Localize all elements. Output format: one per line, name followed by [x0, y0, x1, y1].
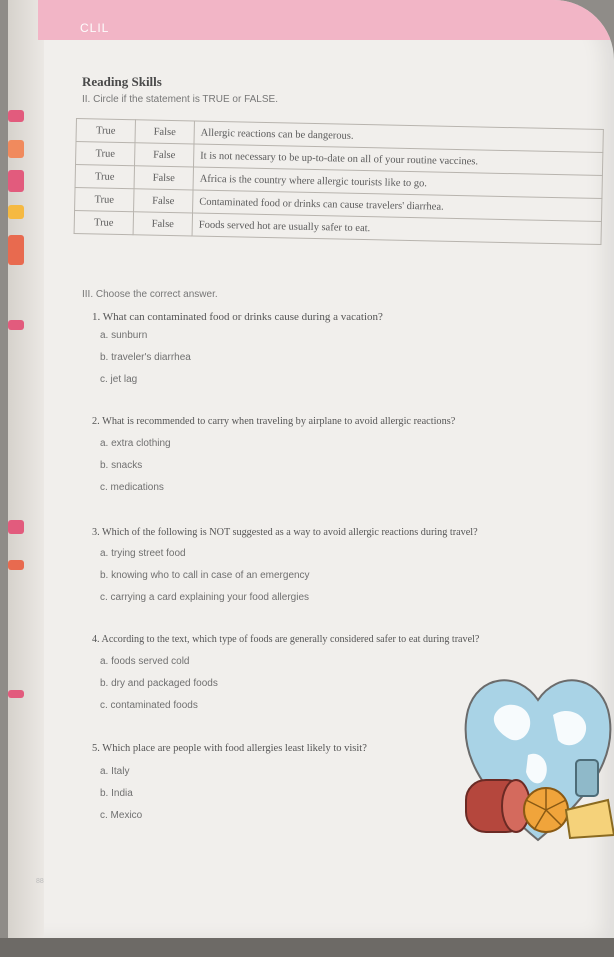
answer-option[interactable]: b. traveler's diarrhea — [100, 352, 191, 363]
statement: Allergic reactions can be dangerous. — [194, 121, 603, 153]
answer-option[interactable]: c. carrying a card explaining your food allergies — [100, 592, 309, 603]
edge-tab-decoration — [8, 320, 24, 330]
statement: Africa is the country where allergic tourists like to go. — [193, 167, 602, 199]
jar-icon — [576, 760, 598, 796]
false-option[interactable]: False — [134, 166, 193, 190]
page-number: 88 — [36, 878, 44, 885]
edge-tab-decoration — [8, 170, 24, 192]
section-title: Reading Skills — [82, 74, 162, 89]
edge-tab-decoration — [8, 205, 24, 219]
answer-option[interactable]: a. extra clothing — [100, 438, 171, 449]
edge-tab-decoration — [8, 690, 24, 698]
false-option[interactable]: False — [134, 189, 193, 213]
tf-instruction: II. Circle if the statement is TRUE or FALSE. — [82, 94, 278, 105]
textbook-page — [8, 0, 614, 940]
question-4: 4. According to the text, which type of foods are generally considered safer to eat during travel? — [92, 634, 480, 645]
question-3: 3. Which of the following is NOT suggested as a way to avoid allergic reactions during travel? — [92, 527, 478, 538]
question-2: 2. What is recommended to carry when traveling by airplane to avoid allergic reactions? — [92, 416, 456, 427]
true-option[interactable]: True — [75, 187, 134, 211]
question-5: 5. Which place are people with food allergies least likely to visit? — [92, 743, 367, 754]
answer-option[interactable]: b. India — [100, 788, 133, 799]
answer-option[interactable]: b. dry and packaged foods — [100, 678, 218, 689]
edge-tab-decoration — [8, 140, 24, 158]
edge-tab-decoration — [8, 110, 24, 122]
true-false-table — [74, 118, 604, 245]
false-option[interactable]: False — [135, 120, 194, 144]
edge-tab-decoration — [8, 560, 24, 570]
answer-option[interactable]: c. medications — [100, 482, 164, 493]
true-option[interactable]: True — [74, 210, 133, 234]
true-option[interactable]: True — [75, 165, 134, 189]
statement: Foods served hot are usually safer to eat. — [192, 213, 601, 245]
answer-option[interactable]: c. Mexico — [100, 810, 143, 821]
answer-option[interactable]: a. foods served cold — [100, 656, 190, 667]
answer-option[interactable]: a. Italy — [100, 766, 130, 777]
statement: It is not necessary to be up-to-date on all of your routine vaccines. — [194, 144, 603, 176]
choose-instruction: III. Choose the correct answer. — [82, 289, 218, 300]
true-option[interactable]: True — [76, 119, 135, 143]
false-option[interactable]: False — [133, 212, 192, 236]
statement: Contaminated food or drinks can cause travelers' diarrhea. — [193, 190, 602, 222]
header-band — [38, 0, 614, 40]
answer-option[interactable]: a. sunburn — [100, 330, 148, 341]
background-surface — [0, 938, 614, 957]
answer-option[interactable]: c. contaminated foods — [100, 700, 198, 711]
edge-tab-decoration — [8, 520, 24, 534]
answer-option[interactable]: c. jet lag — [100, 374, 138, 385]
true-option[interactable]: True — [76, 142, 135, 166]
answer-option[interactable]: b. knowing who to call in case of an emergency — [100, 570, 310, 581]
question-1: 1. What can contaminated food or drinks cause during a vacation? — [92, 311, 383, 323]
section-label: CLIL — [80, 21, 110, 35]
heart-world-food-illustration — [458, 660, 614, 850]
false-option[interactable]: False — [135, 143, 194, 167]
edge-tab-decoration — [8, 235, 24, 265]
answer-option[interactable]: a. trying street food — [100, 548, 186, 559]
answer-option[interactable]: b. snacks — [100, 460, 143, 471]
